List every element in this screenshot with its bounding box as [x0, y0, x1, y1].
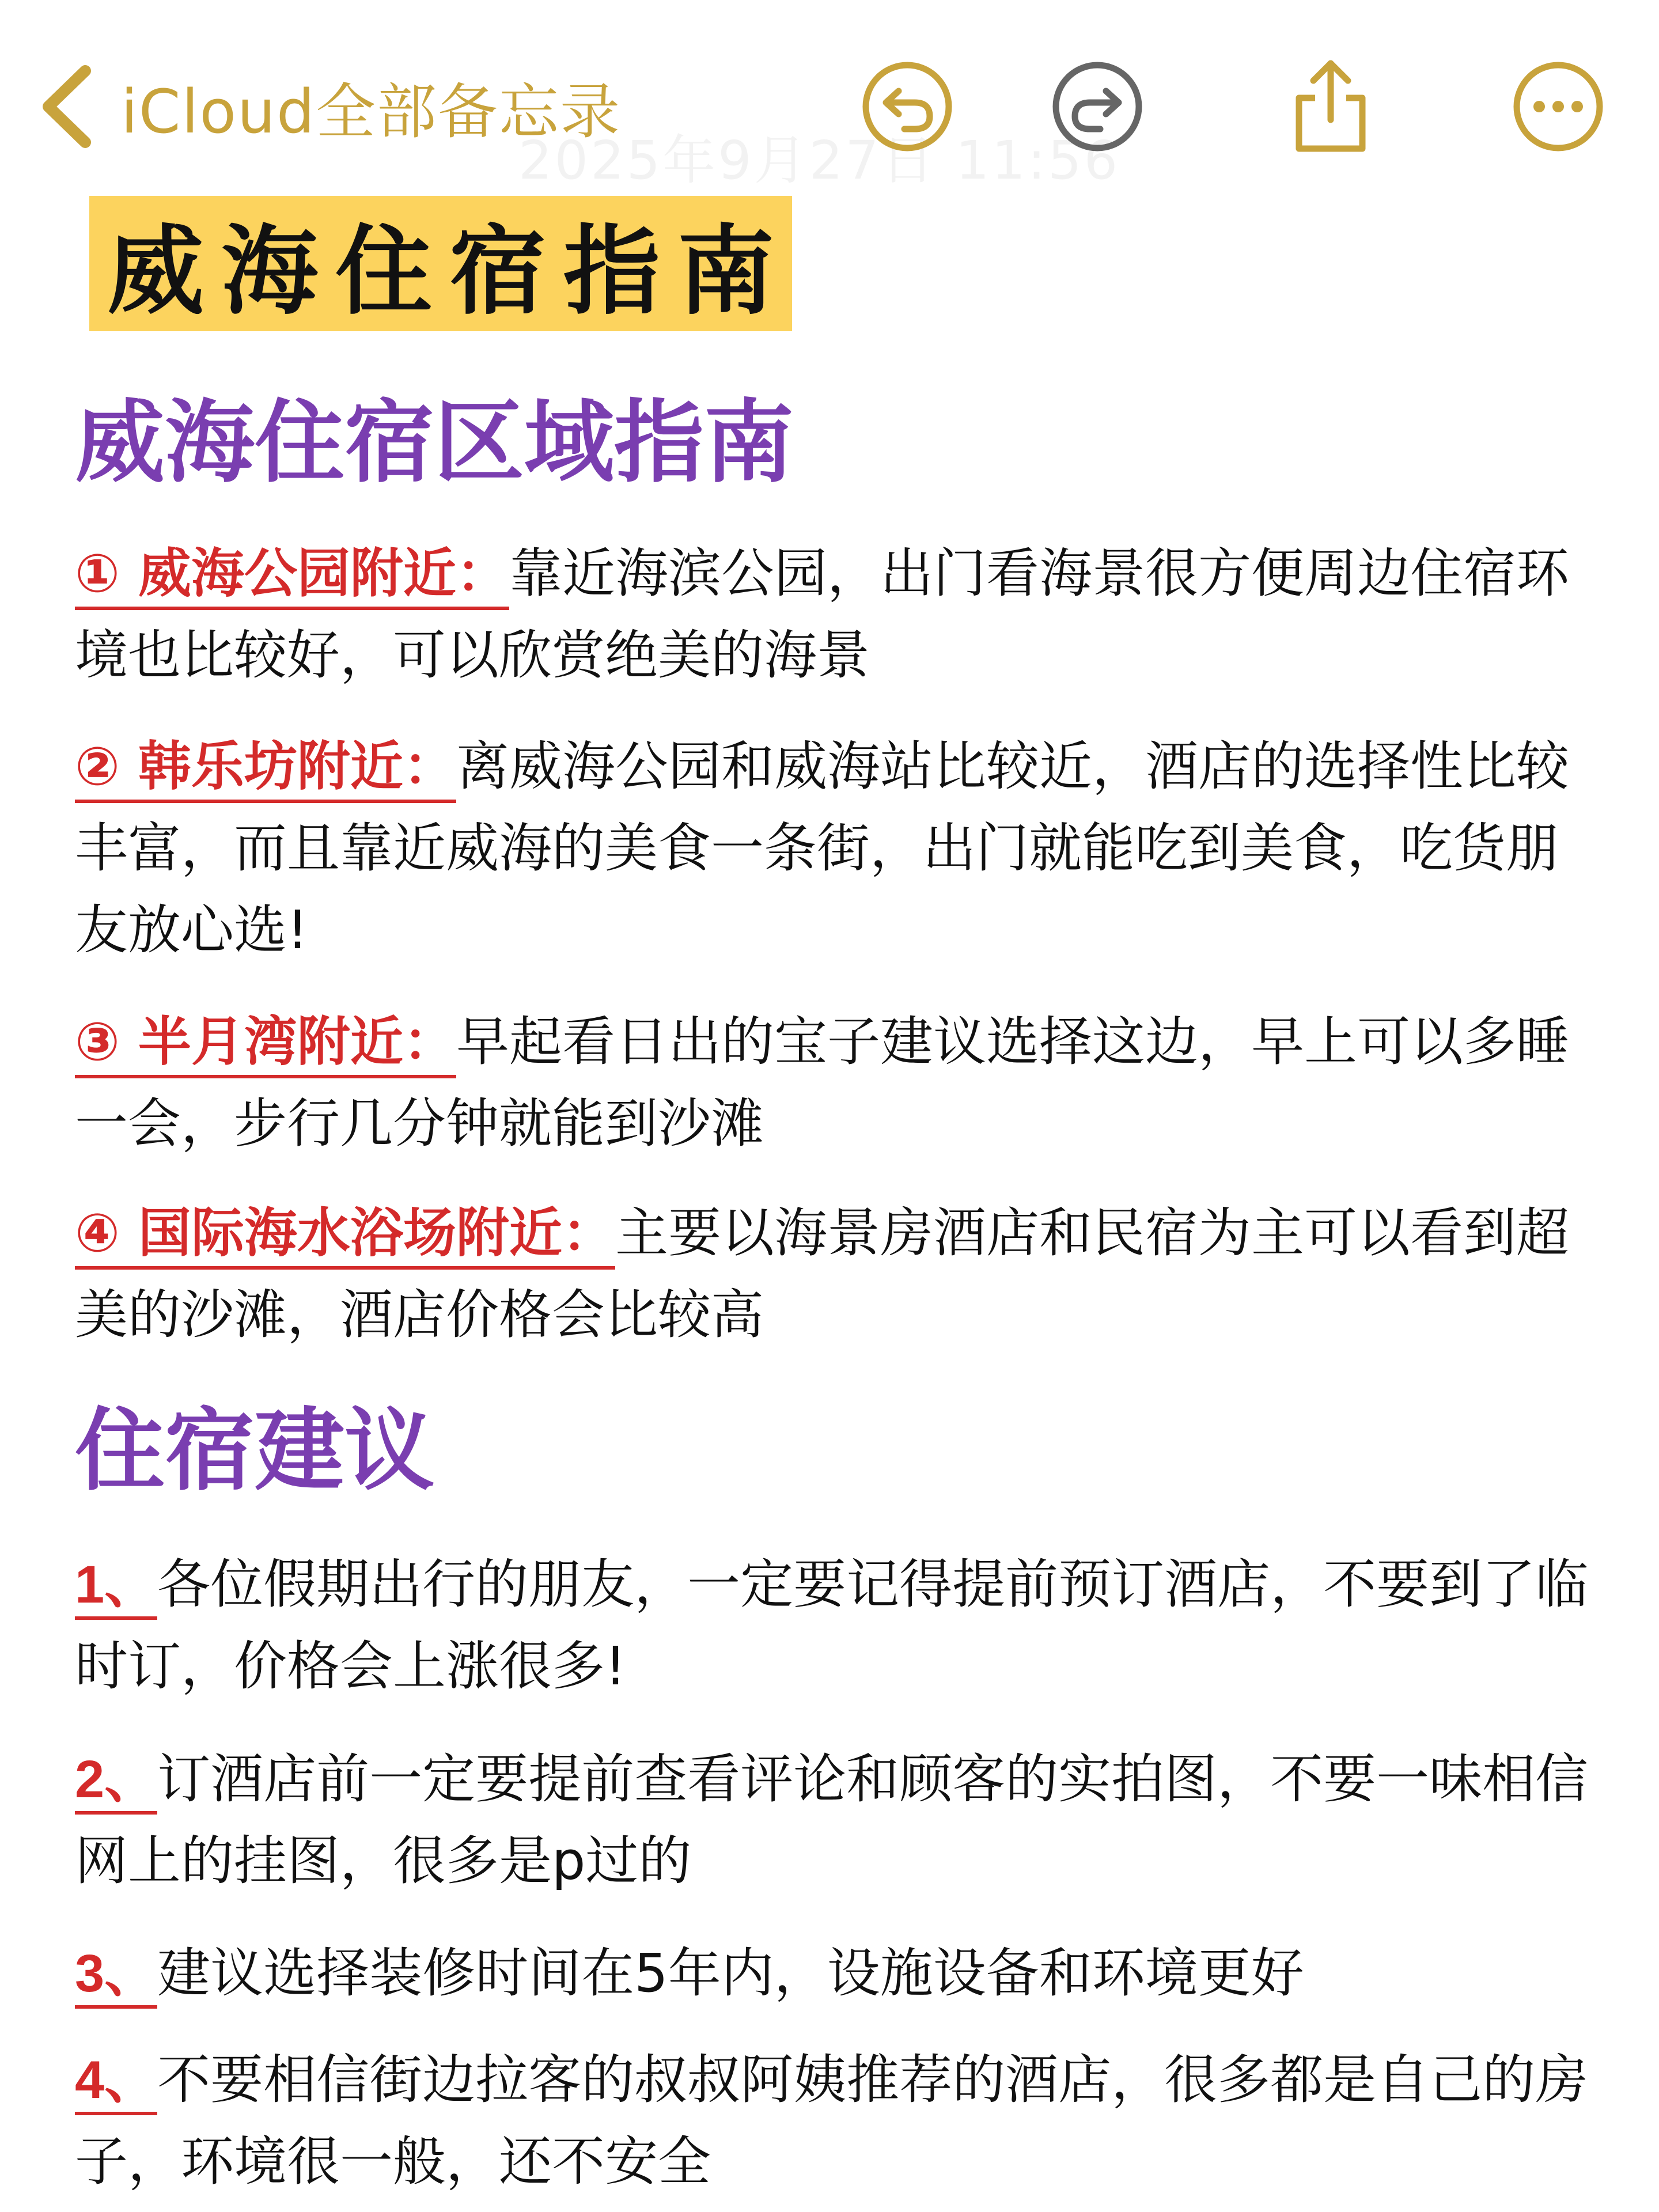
note-title: 威海住宿指南: [107, 215, 791, 328]
more-icon: [1509, 58, 1607, 156]
chevron-left-icon: [35, 60, 98, 153]
area-item-text: 靠近海滨公园，出门看海景很方便周边住宿环境也比较好，可以欣赏绝美的海景: [75, 543, 1569, 686]
area-item-hanlefang: [75, 726, 1607, 971]
area-item-text: 主要以海景房酒店和民宿为主可以看到超美的沙滩，酒店价格会比较高: [75, 1202, 1569, 1346]
tip-item-text: 不要相信街边拉客的叔叔阿姨推荐的酒店，很多都是自己的房子，环境很一般，还不安全: [75, 2049, 1589, 2192]
more-button[interactable]: [1509, 58, 1607, 156]
area-item-lead: ④ 国际海水浴场附近：: [75, 1202, 615, 1270]
area-item-weihai-park: [75, 533, 1607, 696]
share-button[interactable]: [1282, 58, 1380, 156]
tip-item-text: 各位假期出行的朋友，一定要记得提前预订酒店，不要到了临时订，价格会上涨很多!: [75, 1554, 1589, 1697]
tip-item-number: 2、: [75, 1750, 157, 1815]
area-item-lead: ② 韩乐坊附近：: [75, 736, 456, 803]
area-item-text: 离威海公园和威海站比较近，酒店的选择性比较丰富，而且靠近威海的美食一条街，出门就能吃到美食，吃货朋友放心选!: [75, 736, 1569, 961]
back-label: iCloud全部备忘录: [121, 77, 621, 147]
section-heading-tips: 住宿建议: [75, 1398, 434, 1503]
share-icon: [1282, 58, 1380, 156]
note-toolbar: [0, 0, 1659, 190]
tip-item-number: 4、: [75, 2051, 157, 2115]
redo-button[interactable]: [1048, 58, 1146, 156]
note-title-highlight: [89, 196, 792, 331]
tip-item-street-touts: [75, 2039, 1607, 2203]
undo-icon: [858, 58, 956, 156]
section-heading-areas: 威海住宿区域指南: [75, 390, 794, 495]
area-item-text: 早起看日出的宝子建议选择这边，早上可以多睡一会，步行几分钟就能到沙滩: [75, 1011, 1569, 1154]
tip-item-book-early: [75, 1544, 1607, 1707]
tip-item-check-reviews: [75, 1738, 1607, 1902]
undo-button[interactable]: [858, 58, 956, 156]
area-item-banyuewan: [75, 1001, 1607, 1165]
tip-item-number: 1、: [75, 1555, 157, 1620]
tip-item-number: 3、: [75, 1944, 157, 2009]
tip-item-text: 建议选择装修时间在5年内，设施设备和环境更好: [157, 1942, 1304, 2004]
area-item-beach: [75, 1192, 1607, 1356]
tip-item-text: 订酒店前一定要提前查看评论和顾客的实拍图，不要一味相信网上的挂图，很多是p过的: [75, 1748, 1589, 1892]
note-timestamp: 2025年9月27日 11:56: [518, 130, 1120, 191]
redo-icon: [1048, 58, 1146, 156]
area-item-lead: ① 威海公园附近：: [75, 543, 509, 610]
area-item-lead: ③ 半月湾附近：: [75, 1011, 456, 1078]
tip-item-renovation: [75, 1933, 1607, 2014]
